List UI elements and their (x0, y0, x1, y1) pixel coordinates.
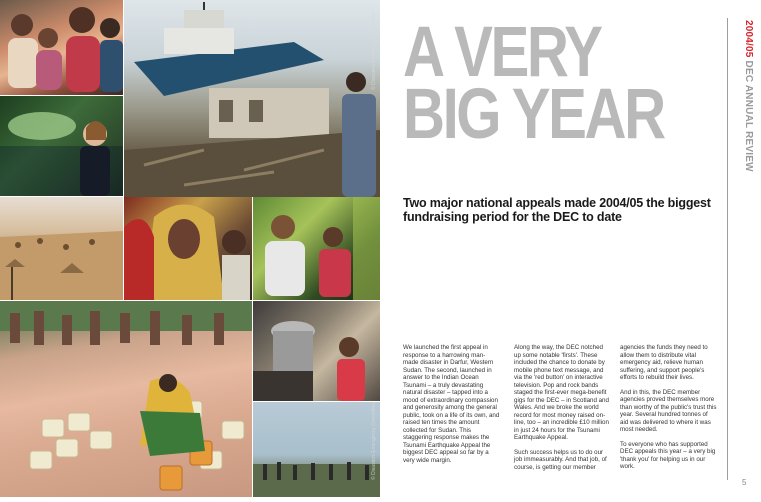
photo-food-distribution (253, 301, 380, 401)
photo-tsunami-boat (124, 0, 380, 197)
photo-water-queue (0, 301, 252, 497)
body-paragraph: We launched the first appeal in response to a harrowing man-made disaster in Darfur, Western Sudan. The second, launched in answer to the Indian Ocean Tsunami – a truly devastating natural disaster – tapped into a mood of extraordinary compassion and generosity among the general public, took on a life of its own, and raised ten times the amount collected for Sudan. This staggering response makes the Tsunami Earthquake Appeal the biggest DEC appeal so far by a very wide margin. (403, 344, 500, 464)
photo-aid-worker (253, 197, 380, 300)
photo-children-figures (0, 0, 123, 95)
body-paragraph: And in this, the DEC member agencies proved themselves more than worthy of the public's trust this year. Several hundred tonnes of aid was delivered to where it was most needed. (620, 388, 717, 433)
photo-desert-camp-scene (0, 197, 123, 300)
headline-line-2: BIG YEAR (403, 75, 664, 154)
body-paragraph: Along the way, the DEC notched up some notable 'firsts'. These included the chance to donate by mobile phone text message, and via the 'red button' on interactive television. Pop and rock bands staged the first-ever mega-benefit gigs for the DEC – in Scotland and Wales. And we broke the world record for most money raised on-line, too – an incredible £10 million in just 24 hours for the Tsunami Earthquake Appeal. (514, 344, 609, 441)
photo-tsunami-boat-scene (124, 0, 380, 197)
side-title-text: DEC ANNUAL REVIEW (743, 57, 754, 172)
photo-field-gathering-scene (253, 402, 380, 497)
page-headline (403, 13, 664, 154)
body-column-2 (514, 344, 611, 478)
photo-tv-appeal-scene (0, 96, 123, 196)
page-number: 5 (742, 478, 747, 487)
photo-desert-camp (0, 197, 123, 300)
photo-woman-headscarf-figures (124, 197, 252, 300)
photo-credit-top: © Disasters Emergency Committee (371, 11, 377, 90)
photo-woman-headscarf (124, 197, 252, 300)
subheading: Two major national appeals made 2004/05 the biggest fundraising period for the DEC to date (403, 196, 711, 224)
photo-water-queue-scene (0, 301, 252, 497)
photo-children (0, 0, 123, 95)
body-column-3 (620, 344, 717, 478)
body-paragraph: To everyone who has supported DEC appeals this year – a very big 'thank you' for helping us in our work. (620, 440, 716, 470)
side-running-title (743, 20, 754, 172)
photo-tv-appeal (0, 96, 123, 196)
side-title-years: 2004/05 (743, 20, 754, 58)
photo-credit-bottom: © Disasters Emergency Committee (371, 401, 377, 480)
body-column-1 (403, 344, 500, 471)
photo-aid-worker-scene (253, 197, 380, 300)
vertical-rule (727, 18, 728, 480)
photo-food-distribution-scene (253, 301, 380, 401)
headline-line-1: A VERY (403, 13, 601, 92)
body-paragraph: Such success helps us to do our job immeasurably. And that job, of course, is getting our member (514, 448, 607, 471)
body-paragraph: agencies the funds they need to allow them to distribute vital emergency aid, relieve human suffering, and support people's efforts to rebuild their lives. (620, 344, 708, 381)
photo-field-gathering (253, 402, 380, 497)
